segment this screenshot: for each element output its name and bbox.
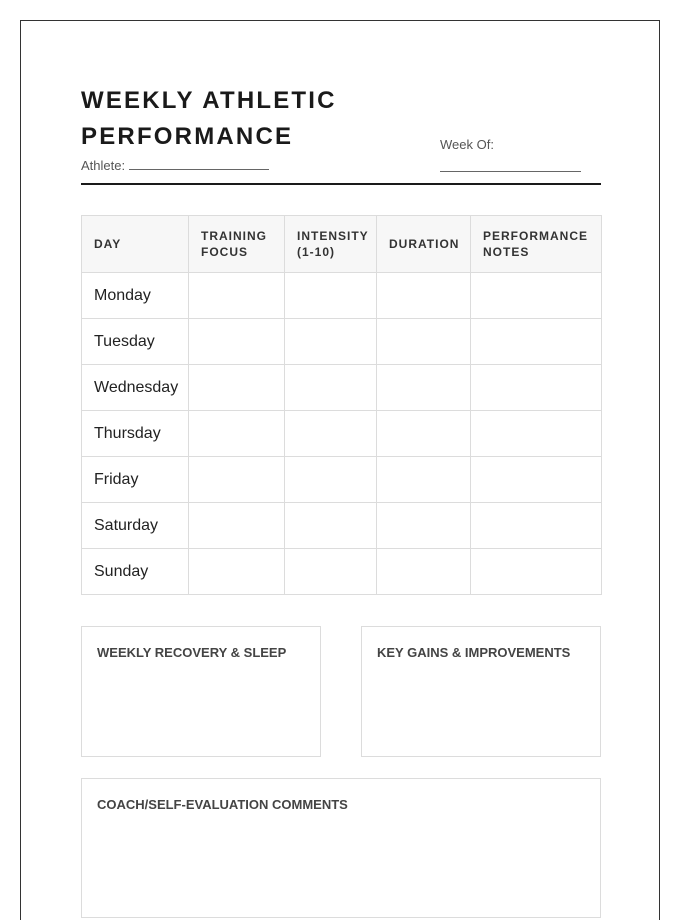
table-row bbox=[82, 457, 602, 503]
day-cell: Monday bbox=[82, 273, 189, 319]
intensity-cell[interactable] bbox=[285, 457, 377, 503]
title-line-2: PERFORMANCE bbox=[81, 123, 294, 150]
duration-cell[interactable] bbox=[377, 549, 471, 595]
intensity-cell[interactable] bbox=[285, 319, 377, 365]
column-header-training-focus: TRAINING FOCUS bbox=[189, 216, 285, 273]
training-focus-cell[interactable] bbox=[189, 549, 285, 595]
day-cell: Sunday bbox=[82, 549, 189, 595]
column-header-intensity: INTENSITY (1-10) bbox=[285, 216, 377, 273]
week-of-blank-line[interactable] bbox=[440, 171, 581, 172]
duration-cell[interactable] bbox=[377, 273, 471, 319]
recovery-sleep-title: WEEKLY RECOVERY & SLEEP bbox=[97, 645, 287, 660]
training-focus-cell[interactable] bbox=[189, 503, 285, 549]
notes-cell[interactable] bbox=[471, 457, 602, 503]
table-row bbox=[82, 549, 602, 595]
intensity-cell[interactable] bbox=[285, 411, 377, 457]
intensity-cell[interactable] bbox=[285, 273, 377, 319]
day-cell: Tuesday bbox=[82, 319, 189, 365]
athlete-field bbox=[81, 157, 269, 173]
athlete-blank-line[interactable] bbox=[129, 157, 269, 170]
duration-cell[interactable] bbox=[377, 411, 471, 457]
duration-cell[interactable] bbox=[377, 457, 471, 503]
recovery-sleep-box[interactable] bbox=[81, 626, 321, 757]
day-cell: Friday bbox=[82, 457, 189, 503]
notes-cell[interactable] bbox=[471, 365, 602, 411]
column-header-day: DAY bbox=[82, 216, 189, 273]
comments-box[interactable] bbox=[81, 778, 601, 918]
intensity-cell[interactable] bbox=[285, 503, 377, 549]
day-cell: Wednesday bbox=[82, 365, 189, 411]
table-row bbox=[82, 365, 602, 411]
training-focus-cell[interactable] bbox=[189, 457, 285, 503]
column-header-performance-notes: PERFORMANCE NOTES bbox=[471, 216, 602, 273]
day-cell: Saturday bbox=[82, 503, 189, 549]
intensity-cell[interactable] bbox=[285, 365, 377, 411]
training-focus-cell[interactable] bbox=[189, 273, 285, 319]
training-focus-cell[interactable] bbox=[189, 365, 285, 411]
table-row bbox=[82, 503, 602, 549]
table-row bbox=[82, 273, 602, 319]
weekly-log-table bbox=[81, 215, 602, 595]
table-row bbox=[82, 319, 602, 365]
duration-cell[interactable] bbox=[377, 503, 471, 549]
notes-cell[interactable] bbox=[471, 411, 602, 457]
day-cell: Thursday bbox=[82, 411, 189, 457]
notes-cell[interactable] bbox=[471, 319, 602, 365]
table-header-row bbox=[82, 216, 602, 273]
header-divider bbox=[81, 183, 601, 185]
training-focus-cell[interactable] bbox=[189, 411, 285, 457]
notes-cell[interactable] bbox=[471, 549, 602, 595]
duration-cell[interactable] bbox=[377, 319, 471, 365]
week-of-label: Week Of: bbox=[440, 137, 494, 152]
intensity-cell[interactable] bbox=[285, 549, 377, 595]
column-header-duration: DURATION bbox=[377, 216, 471, 273]
notes-cell[interactable] bbox=[471, 503, 602, 549]
comments-title: COACH/SELF-EVALUATION COMMENTS bbox=[97, 797, 348, 812]
notes-cell[interactable] bbox=[471, 273, 602, 319]
key-gains-title: KEY GAINS & IMPROVEMENTS bbox=[377, 645, 571, 660]
printable-page bbox=[20, 20, 660, 920]
title-line-1: WEEKLY ATHLETIC bbox=[81, 87, 337, 114]
athlete-label: Athlete: bbox=[81, 158, 126, 173]
key-gains-box[interactable] bbox=[361, 626, 601, 757]
table-row bbox=[82, 411, 602, 457]
page-title bbox=[81, 83, 381, 155]
training-focus-cell[interactable] bbox=[189, 319, 285, 365]
duration-cell[interactable] bbox=[377, 365, 471, 411]
